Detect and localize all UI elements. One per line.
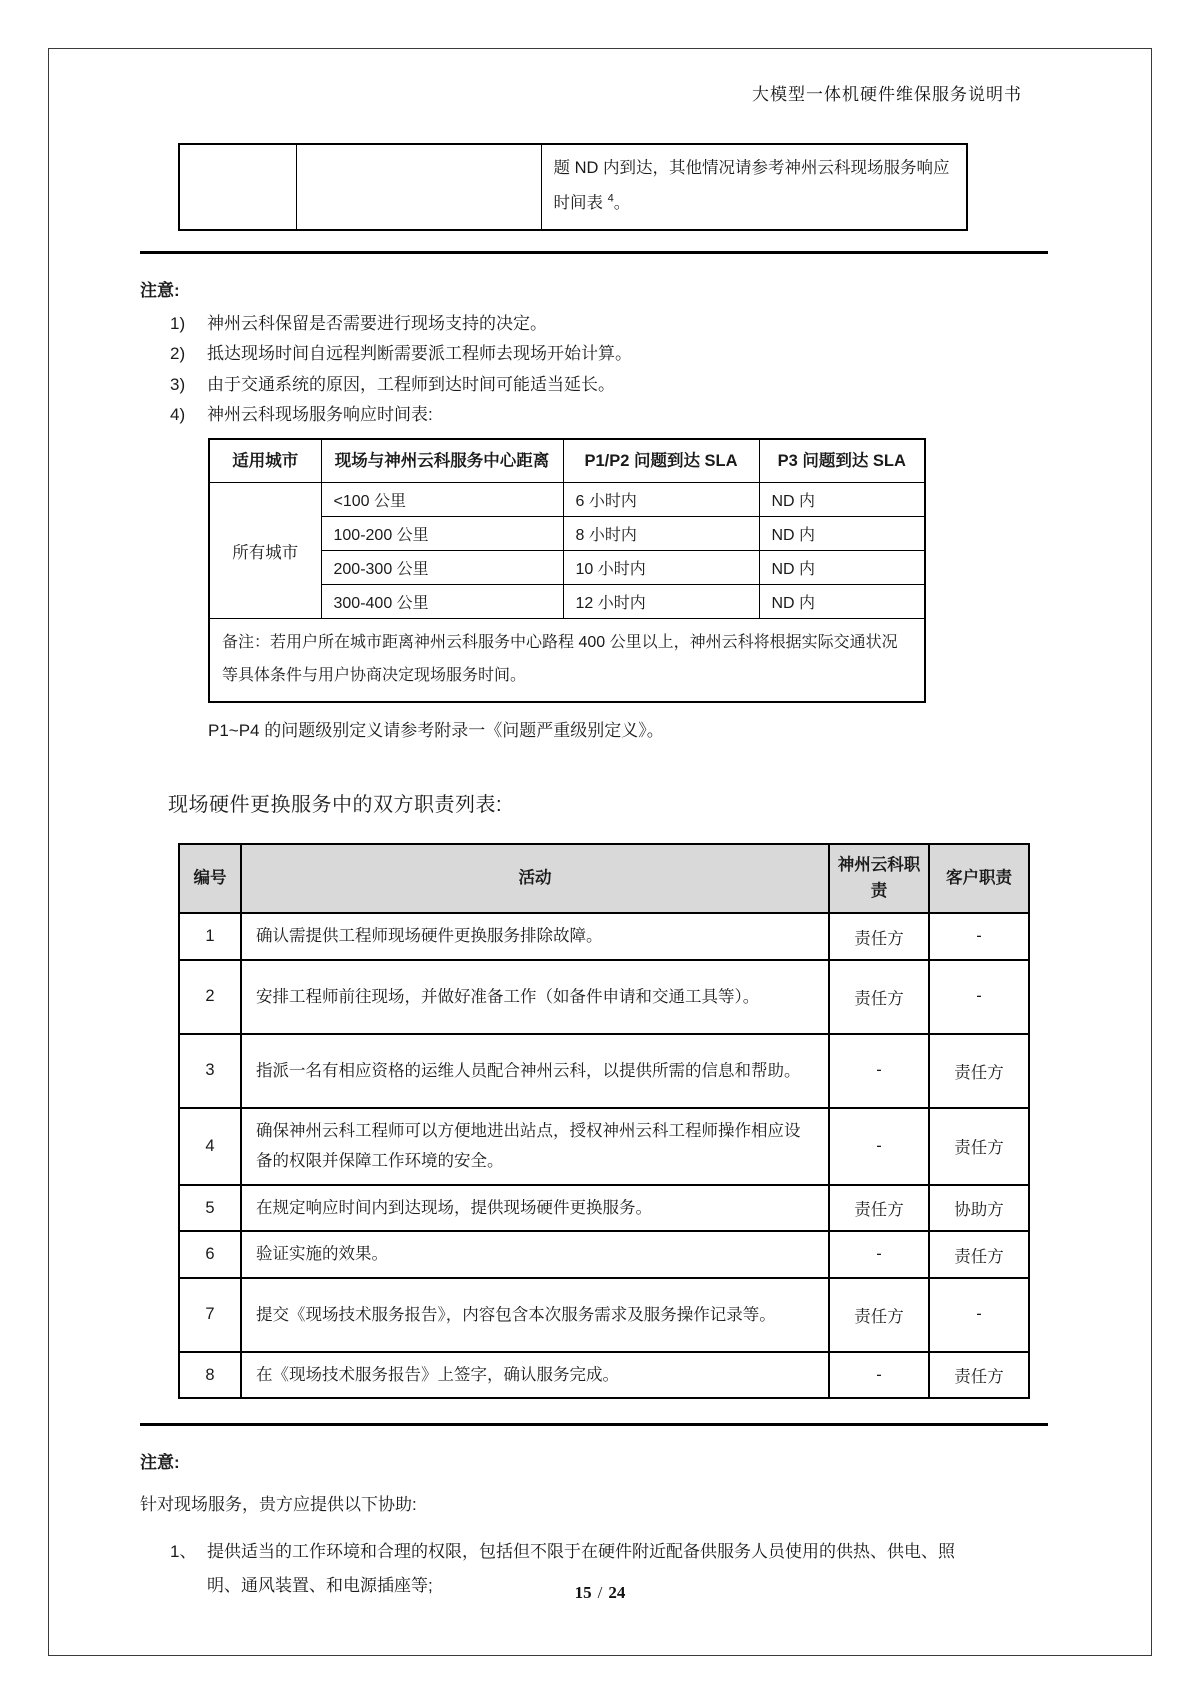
empty-cell (296, 144, 541, 230)
note-text: 由于交通系统的原因，工程师到达时间可能适当延长。 (207, 374, 615, 394)
responsibility-table (178, 843, 1030, 1399)
vendor-duty-cell: 责任方 (829, 913, 929, 960)
empty-cell (179, 144, 296, 230)
p1p4-definition-note: P1~P4 的问题级别定义请参考附录一《问题严重级别定义》。 (208, 720, 664, 740)
activity-cell: 在《现场技术服务报告》上签字，确认服务完成。 (241, 1352, 829, 1399)
footnote-ref: 4 (607, 192, 614, 205)
table-row (179, 1278, 1029, 1352)
continued-text: 题 ND 内到达，其他情况请参考神州云科现场服务响应时间表 (553, 159, 950, 212)
number-cell: 3 (179, 1034, 241, 1108)
section-divider-rule (140, 251, 1048, 254)
customer-duty-cell: 协助方 (929, 1185, 1029, 1232)
page-footer (0, 1583, 1200, 1603)
p3-cell: ND 内 (759, 585, 925, 619)
p1p2-cell: 8 小时内 (563, 517, 759, 551)
notes-list (140, 309, 1048, 430)
continued-text-tail: 。 (613, 193, 631, 212)
table-row (179, 960, 1029, 1034)
activity-cell: 提交《现场技术服务报告》，内容包含本次服务需求及服务操作记录等。 (241, 1278, 829, 1352)
table-header-row (179, 844, 1029, 913)
customer-duty-cell: - (929, 913, 1029, 960)
note-text: 抵达现场时间自远程判断需要派工程师去现场开始计算。 (207, 344, 632, 364)
note-text: 神州云科保留是否需要进行现场支持的决定。 (207, 314, 547, 333)
assistance-intro: 针对现场服务，贵方应提供以下协助: (140, 1495, 417, 1515)
table-row (179, 1034, 1029, 1108)
p3-cell: ND 内 (759, 517, 925, 551)
number-cell: 2 (179, 960, 241, 1034)
activity-cell: 在规定响应时间内到达现场，提供现场硬件更换服务。 (241, 1185, 829, 1232)
distance-cell: <100 公里 (321, 483, 563, 517)
customer-duty-cell: 责任方 (929, 1108, 1029, 1185)
note-item (170, 309, 1048, 339)
p1p2-cell: 10 小时内 (563, 551, 759, 585)
activity-cell: 指派一名有相应资格的运维人员配合神州云科，以提供所需的信息和帮助。 (241, 1034, 829, 1108)
continued-text-cell (541, 144, 967, 230)
activity-cell: 确保神州云科工程师可以方便地进出站点，授权神州云科工程师操作相应设备的权限并保障工作环境的安全。 (241, 1108, 829, 1185)
number-cell: 1 (179, 913, 241, 960)
p1p2-cell: 6 小时内 (563, 483, 759, 517)
notes-heading: 注意: (140, 281, 180, 300)
vendor-duty-cell: 责任方 (829, 1185, 929, 1232)
note-number: 4) (170, 404, 186, 424)
city-cell: 所有城市 (209, 483, 321, 619)
table-row (179, 1231, 1029, 1278)
remark-cell: 备注：若用户所在城市距离神州云科服务中心路程 400 公里以上，神州云科将根据实际交通状况等具体条件与用户协商决定现场服务时间。 (209, 619, 925, 702)
note-number: 2) (170, 344, 186, 364)
vendor-duty-cell: - (829, 1034, 929, 1108)
customer-duty-cell: 责任方 (929, 1352, 1029, 1399)
footer-total-pages: 24 (608, 1583, 626, 1602)
header-customer-duty: 客户职责 (929, 844, 1029, 913)
assistance-item-number: 1、 (170, 1541, 197, 1561)
note-text: 神州云科现场服务响应时间表: (207, 404, 433, 424)
vendor-duty-cell: 责任方 (829, 1278, 929, 1352)
table-row (179, 144, 967, 230)
number-cell: 5 (179, 1185, 241, 1232)
table-remark-row (209, 619, 925, 702)
table-header-row (209, 439, 925, 483)
footer-separator: / (597, 1583, 603, 1602)
sla-response-time-table (208, 438, 926, 703)
header-vendor-duty: 神州云科职责 (829, 844, 929, 913)
customer-duty-cell: - (929, 1278, 1029, 1352)
header-city: 适用城市 (209, 439, 321, 483)
vendor-duty-cell: - (829, 1108, 929, 1185)
customer-duty-cell: 责任方 (929, 1231, 1029, 1278)
distance-cell: 300-400 公里 (321, 585, 563, 619)
table-row (209, 483, 925, 517)
assistance-item-text: 提供适当的工作环境和合理的权限，包括但不限于在硬件附近配备供服务人员使用的供热、供电、照明、通风装置、和电源插座等; (207, 1541, 955, 1596)
header-p1p2-sla: P1/P2 问题到达 SLA (563, 439, 759, 483)
distance-cell: 200-300 公里 (321, 551, 563, 585)
header-p3-sla: P3 问题到达 SLA (759, 439, 925, 483)
p3-cell: ND 内 (759, 551, 925, 585)
activity-cell: 安排工程师前往现场，并做好准备工作（如备件申请和交通工具等）。 (241, 960, 829, 1034)
footer-page-number: 15 (574, 1583, 592, 1602)
table-row (179, 913, 1029, 960)
header-activity: 活动 (241, 844, 829, 913)
vendor-duty-cell: 责任方 (829, 960, 929, 1034)
note-item (170, 400, 1048, 430)
table-row (179, 1185, 1029, 1232)
number-cell: 4 (179, 1108, 241, 1185)
notes-heading: 注意: (140, 1453, 180, 1473)
table-row (179, 1108, 1029, 1185)
vendor-duty-cell: - (829, 1352, 929, 1399)
note-item (170, 370, 1048, 400)
section-divider-rule (140, 1423, 1048, 1426)
customer-duty-cell: 责任方 (929, 1034, 1029, 1108)
number-cell: 7 (179, 1278, 241, 1352)
number-cell: 8 (179, 1352, 241, 1399)
vendor-duty-cell: - (829, 1231, 929, 1278)
activity-cell: 确认需提供工程师现场硬件更换服务排除故障。 (241, 913, 829, 960)
activity-cell: 验证实施的效果。 (241, 1231, 829, 1278)
note-item (170, 339, 1048, 369)
p3-cell: ND 内 (759, 483, 925, 517)
section-title: 现场硬件更换服务中的双方职责列表: (168, 794, 503, 817)
header-distance: 现场与神州云科服务中心距离 (321, 439, 563, 483)
p1p2-cell: 12 小时内 (563, 585, 759, 619)
customer-duty-cell: - (929, 960, 1029, 1034)
page-content (140, 143, 1048, 1604)
note-number: 3) (170, 374, 186, 394)
header-number: 编号 (179, 844, 241, 913)
continued-table-fragment (178, 143, 968, 231)
note-number: 1) (170, 314, 186, 333)
number-cell: 6 (179, 1231, 241, 1278)
distance-cell: 100-200 公里 (321, 517, 563, 551)
table-row (179, 1352, 1029, 1399)
document-header-title: 大模型一体机硬件维保服务说明书 (752, 85, 1022, 104)
